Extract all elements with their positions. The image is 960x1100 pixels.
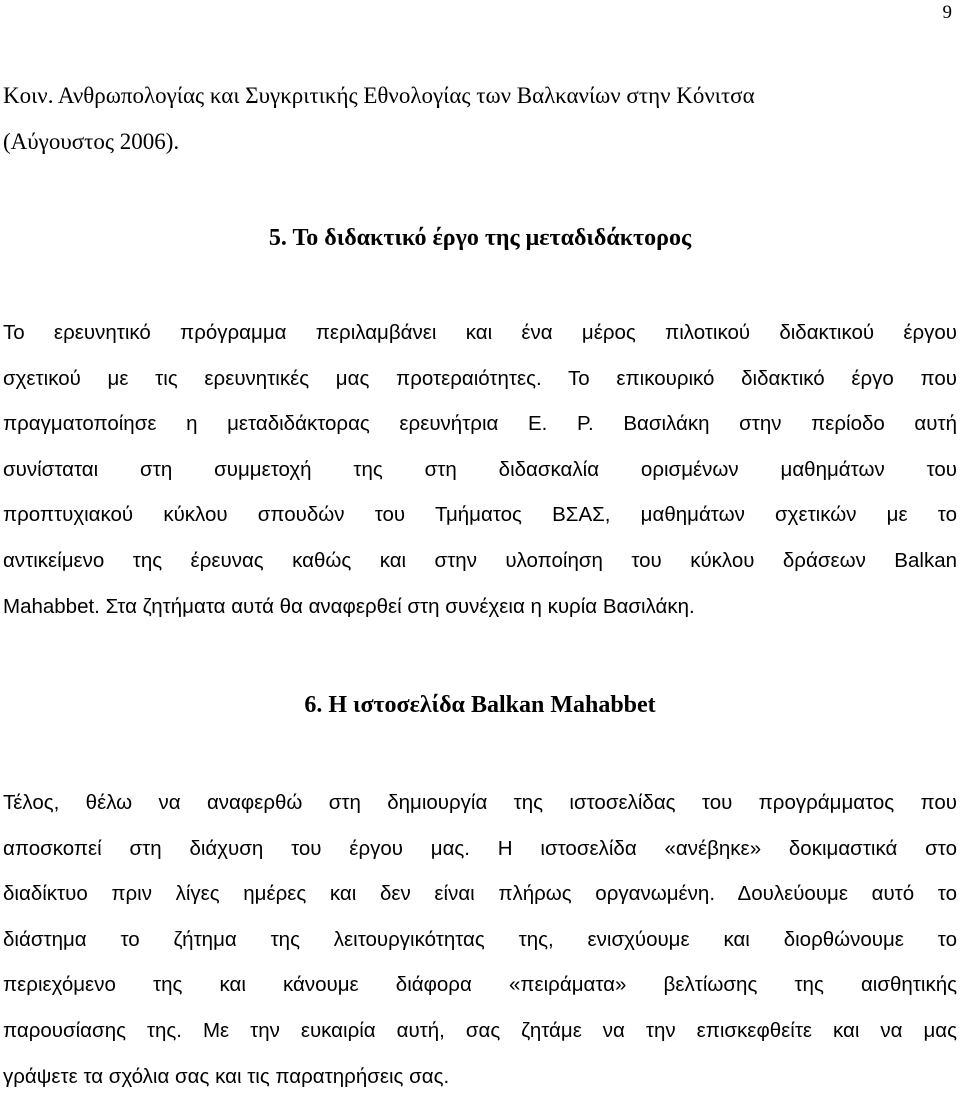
section-6-line: διάστημα το ζήτημα της λειτουργικότητας της, ενισχύουμε και διορθώνουμε το <box>3 927 957 951</box>
section-5-line: προπτυχιακού κύκλου σπουδών του Τμήματος ΒΣΑΣ, μαθημάτων σχετικών με το <box>3 503 957 527</box>
section-5-line: αντικείμενο της έρευνας καθώς και στην υλοποίηση του κύκλου δράσεων Balkan <box>3 548 957 572</box>
section-6-line: παρουσίασης της. Με την ευκαιρία αυτή, σας ζητάμε να την επισκεφθείτε και να μας <box>3 1018 957 1042</box>
section-5-line: συνίσταται στη συμμετοχή της στη διδασκαλία ορισμένων μαθημάτων του <box>3 457 957 481</box>
section-6-line: περιεχόμενο της και κάνουμε διάφορα «πειράματα» βελτίωσης της αισθητικής <box>3 973 957 997</box>
section-5-paragraph <box>3 310 957 629</box>
section-6-line: γράψετε τα σχόλια σας και τις παρατηρήσεις σας. <box>3 1064 450 1088</box>
section-5-line: σχετικού με τις ερευνητικές μας προτεραιότητες. Το επικουρικό διδακτικό έργο που <box>3 366 957 390</box>
intro-line-1: Κοιν. Ανθρωπολογίας και Συγκριτικής Εθνολογίας των Βαλκανίων στην Κόνιτσα <box>3 83 755 108</box>
section-6-heading: 6. Η ιστοσελίδα Balkan Mahabbet <box>304 692 656 718</box>
page-number: 9 <box>942 2 952 23</box>
intro-paragraph <box>3 73 957 164</box>
section-5-line: Mahabbet. Στα ζητήματα αυτά θα αναφερθεί στη συνέχεια η κυρία Βασιλάκη. <box>3 594 695 618</box>
section-5-line: Το ερευνητικό πρόγραμμα περιλαμβάνει και ένα μέρος πιλοτικού διδακτικού έργου <box>3 321 957 344</box>
intro-line-2: (Αύγουστος 2006). <box>3 128 180 154</box>
section-6-line: αποσκοπεί στη διάχυση του έργου μας. Η ιστοσελίδα «ανέβηκε» δοκιμαστικά στο <box>3 836 957 860</box>
section-6-line: διαδίκτυο πριν λίγες ημέρες και δεν είναι πλήρως οργανωμένη. Δουλεύουμε αυτό το <box>3 882 957 906</box>
section-5-line: πραγματοποίησε η μεταδιδάκτορας ερευνήτρια Ε. Ρ. Βασιλάκη στην περίοδο αυτή <box>3 412 957 436</box>
section-6-line: Τέλος, θέλω να αναφερθώ στη δημιουργία της ιστοσελίδας του προγράμματος που <box>3 791 957 814</box>
section-5-heading: 5. Το διδακτικό έργο της μεταδιδάκτορος <box>268 225 692 251</box>
section-6-paragraph <box>3 780 957 1099</box>
